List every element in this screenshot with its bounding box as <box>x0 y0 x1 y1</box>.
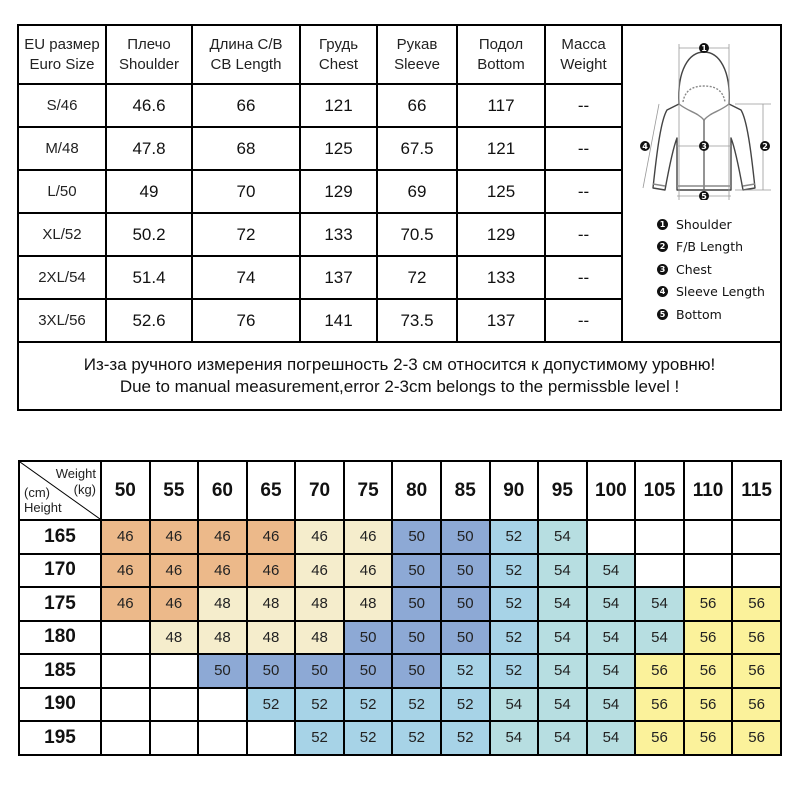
bottom-cell: 129 <box>457 213 545 256</box>
size-recommendation-cell: 54 <box>587 621 636 655</box>
size-recommendation-cell: 54 <box>635 621 684 655</box>
size-recommendation-cell: 48 <box>344 587 393 621</box>
size-recommendation-cell: 54 <box>538 621 587 655</box>
weight-header-cell: 110 <box>684 461 733 520</box>
hoodie-diagram <box>622 25 781 342</box>
size-recommendation-cell: 56 <box>635 721 684 755</box>
length-cell: 72 <box>192 213 300 256</box>
size-cell: M/48 <box>18 127 106 170</box>
size-recommendation-cell: 50 <box>441 621 490 655</box>
svg-text:1: 1 <box>701 44 707 53</box>
legend-fb-length: 2 F/B Length <box>657 236 765 259</box>
size-recommendation-cell: 54 <box>587 554 636 588</box>
size-recommendation-cell <box>101 721 150 755</box>
shoulder-cell: 49 <box>106 170 192 213</box>
note-row <box>18 342 781 410</box>
size-recommendation-cell: 52 <box>490 587 539 621</box>
height-label-cell: 165 <box>19 520 101 554</box>
size-recommendation-cell <box>732 520 781 554</box>
height-row <box>19 721 781 755</box>
size-cell: 3XL/56 <box>18 299 106 342</box>
bottom-cell: 133 <box>457 256 545 299</box>
size-recommendation-cell: 46 <box>295 554 344 588</box>
size-recommendation-cell: 46 <box>198 520 247 554</box>
number-5-icon: 5 <box>657 309 668 320</box>
size-recommendation-cell: 56 <box>684 688 733 722</box>
size-cell: XL/52 <box>18 213 106 256</box>
size-recommendation-cell: 46 <box>101 587 150 621</box>
diagram-legend <box>657 213 765 326</box>
size-recommendation-cell: 52 <box>344 721 393 755</box>
svg-text:2: 2 <box>762 142 768 151</box>
header-sleeve: Рукав Sleeve <box>377 25 457 84</box>
size-recommendation-cell: 50 <box>441 554 490 588</box>
size-recommendation-cell: 50 <box>392 621 441 655</box>
shoulder-cell: 46.6 <box>106 84 192 127</box>
sleeve-cell: 70.5 <box>377 213 457 256</box>
size-recommendation-cell <box>101 654 150 688</box>
size-cell: L/50 <box>18 170 106 213</box>
size-recommendation-cell: 46 <box>247 554 296 588</box>
size-recommendation-cell: 56 <box>684 721 733 755</box>
sleeve-cell: 67.5 <box>377 127 457 170</box>
weight-header-cell: 105 <box>635 461 684 520</box>
height-label-cell: 185 <box>19 654 101 688</box>
weight-cell: -- <box>545 299 622 342</box>
weight-header-cell: 50 <box>101 461 150 520</box>
weight-header-cell: 55 <box>150 461 199 520</box>
header-bottom: Подол Bottom <box>457 25 545 84</box>
size-recommendation-cell: 48 <box>247 621 296 655</box>
note-en: Due to manual measurement,error 2-3cm belongs to the permissble level ! <box>119 377 680 396</box>
size-recommendation-cell: 54 <box>587 587 636 621</box>
weight-cell: -- <box>545 213 622 256</box>
size-recommendation-cell: 50 <box>344 621 393 655</box>
legend-sleeve-length: 4 Sleeve Length <box>657 281 765 304</box>
size-recommendation-cell: 46 <box>344 554 393 588</box>
chest-cell: 129 <box>300 170 377 213</box>
shoulder-cell: 51.4 <box>106 256 192 299</box>
height-row <box>19 587 781 621</box>
height-row <box>19 554 781 588</box>
weight-header-cell: 100 <box>587 461 636 520</box>
size-recommendation-cell: 56 <box>732 654 781 688</box>
height-row <box>19 621 781 655</box>
size-recommendation-cell <box>150 721 199 755</box>
size-recommendation-cell: 52 <box>344 688 393 722</box>
weight-header-cell: 80 <box>392 461 441 520</box>
size-recommendation-cell <box>198 721 247 755</box>
length-cell: 66 <box>192 84 300 127</box>
chest-cell: 125 <box>300 127 377 170</box>
size-recommendation-cell: 52 <box>490 654 539 688</box>
size-recommendation-cell: 56 <box>732 621 781 655</box>
size-recommendation-cell: 50 <box>392 554 441 588</box>
size-recommendation-cell: 56 <box>732 688 781 722</box>
weight-cell: -- <box>545 170 622 213</box>
shoulder-cell: 52.6 <box>106 299 192 342</box>
size-recommendation-cell: 46 <box>150 587 199 621</box>
size-recommendation-cell: 48 <box>198 587 247 621</box>
size-chart-table <box>17 24 782 411</box>
sleeve-cell: 69 <box>377 170 457 213</box>
length-cell: 68 <box>192 127 300 170</box>
weight-header-cell: 90 <box>490 461 539 520</box>
size-recommendation-cell: 50 <box>392 520 441 554</box>
svg-text:5: 5 <box>701 192 707 200</box>
size-recommendation-cell: 56 <box>732 587 781 621</box>
length-cell: 74 <box>192 256 300 299</box>
size-recommendation-cell: 54 <box>538 721 587 755</box>
shoulder-cell: 47.8 <box>106 127 192 170</box>
weight-header-row <box>19 461 781 520</box>
size-recommendation-cell: 52 <box>295 721 344 755</box>
number-1-icon: 1 <box>657 219 668 230</box>
size-recommendation-cell: 54 <box>587 688 636 722</box>
size-recommendation-cell <box>732 554 781 588</box>
size-recommendation-cell: 52 <box>441 654 490 688</box>
size-recommendation-cell: 54 <box>587 721 636 755</box>
size-recommendation-cell <box>198 688 247 722</box>
size-recommendation-cell <box>684 554 733 588</box>
size-recommendation-cell <box>684 520 733 554</box>
size-recommendation-cell: 54 <box>587 654 636 688</box>
height-row <box>19 654 781 688</box>
chest-cell: 141 <box>300 299 377 342</box>
size-recommendation-cell: 48 <box>295 621 344 655</box>
size-recommendation-cell: 52 <box>441 721 490 755</box>
sleeve-cell: 73.5 <box>377 299 457 342</box>
weight-header-cell: 85 <box>441 461 490 520</box>
weight-cell: -- <box>545 84 622 127</box>
length-cell: 76 <box>192 299 300 342</box>
size-recommendation-cell <box>247 721 296 755</box>
header-weight: Масса Weight <box>545 25 622 84</box>
size-cell: S/46 <box>18 84 106 127</box>
number-2-icon: 2 <box>657 241 668 252</box>
size-recommendation-cell: 56 <box>684 587 733 621</box>
header-chest: Грудь Chest <box>300 25 377 84</box>
size-recommendation-cell: 48 <box>150 621 199 655</box>
size-recommendation-cell: 46 <box>198 554 247 588</box>
chest-cell: 121 <box>300 84 377 127</box>
size-recommendation-cell <box>101 688 150 722</box>
weight-header-cell: 60 <box>198 461 247 520</box>
weight-header-cell: 65 <box>247 461 296 520</box>
legend-shoulder: 1 Shoulder <box>657 213 765 236</box>
size-recommendation-cell: 54 <box>538 587 587 621</box>
size-recommendation-cell: 54 <box>490 721 539 755</box>
size-recommendation-cell: 54 <box>490 688 539 722</box>
header-shoulder: Плечо Shoulder <box>106 25 192 84</box>
number-3-icon: 3 <box>657 264 668 275</box>
size-recommendation-cell: 48 <box>198 621 247 655</box>
size-recommendation-cell <box>150 654 199 688</box>
weight-header-cell: 115 <box>732 461 781 520</box>
size-recommendation-cell: 56 <box>635 654 684 688</box>
weight-header-cell: 95 <box>538 461 587 520</box>
size-recommendation-cell: 46 <box>150 554 199 588</box>
weight-cell: -- <box>545 256 622 299</box>
size-recommendation-cell: 50 <box>392 654 441 688</box>
header-cb-length: Длина C/B CB Length <box>192 25 300 84</box>
size-recommendation-cell: 54 <box>538 554 587 588</box>
header-euro-size: EU размер Euro Size <box>18 25 106 84</box>
size-recommendation-cell: 56 <box>635 688 684 722</box>
size-recommendation-cell: 52 <box>490 520 539 554</box>
size-recommendation-cell: 50 <box>392 587 441 621</box>
weight-header-cell: 75 <box>344 461 393 520</box>
size-recommendation-cell: 50 <box>441 520 490 554</box>
height-label-cell: 190 <box>19 688 101 722</box>
weight-height-table <box>18 460 782 756</box>
size-recommendation-cell: 46 <box>101 520 150 554</box>
chest-cell: 133 <box>300 213 377 256</box>
sleeve-cell: 72 <box>377 256 457 299</box>
corner-header: Weight (kg) (cm) Height <box>19 461 101 520</box>
length-cell: 70 <box>192 170 300 213</box>
size-recommendation-cell: 50 <box>198 654 247 688</box>
sleeve-cell: 66 <box>377 84 457 127</box>
size-recommendation-cell: 52 <box>392 721 441 755</box>
size-recommendation-cell: 54 <box>538 520 587 554</box>
bottom-cell: 121 <box>457 127 545 170</box>
note-ru: Из-за ручного измерения погрешность 2-3 см относится к допустимому уровню! <box>83 355 716 374</box>
bottom-cell: 137 <box>457 299 545 342</box>
weight-header-cell: 70 <box>295 461 344 520</box>
size-recommendation-cell: 52 <box>490 621 539 655</box>
measurement-note <box>18 342 781 410</box>
size-recommendation-cell <box>150 688 199 722</box>
height-row <box>19 688 781 722</box>
size-recommendation-cell: 48 <box>295 587 344 621</box>
height-label-cell: 175 <box>19 587 101 621</box>
bottom-cell: 117 <box>457 84 545 127</box>
size-cell: 2XL/54 <box>18 256 106 299</box>
size-recommendation-cell <box>635 520 684 554</box>
height-label-cell: 170 <box>19 554 101 588</box>
weight-cell: -- <box>545 127 622 170</box>
height-label-cell: 180 <box>19 621 101 655</box>
size-recommendation-cell: 50 <box>441 587 490 621</box>
bottom-cell: 125 <box>457 170 545 213</box>
size-recommendation-cell: 56 <box>732 721 781 755</box>
size-recommendation-cell: 52 <box>392 688 441 722</box>
legend-bottom: 5 Bottom <box>657 303 765 326</box>
size-recommendation-cell: 52 <box>490 554 539 588</box>
size-recommendation-cell: 52 <box>295 688 344 722</box>
size-recommendation-cell: 56 <box>684 654 733 688</box>
size-recommendation-cell: 46 <box>150 520 199 554</box>
size-recommendation-cell: 52 <box>441 688 490 722</box>
shoulder-cell: 50.2 <box>106 213 192 256</box>
size-recommendation-cell: 54 <box>538 654 587 688</box>
svg-text:3: 3 <box>701 142 707 151</box>
size-recommendation-cell <box>587 520 636 554</box>
size-recommendation-cell: 48 <box>247 587 296 621</box>
size-recommendation-cell: 46 <box>247 520 296 554</box>
size-recommendation-cell: 46 <box>295 520 344 554</box>
size-recommendation-cell <box>635 554 684 588</box>
size-recommendation-cell: 50 <box>295 654 344 688</box>
size-chart-header-row <box>18 25 781 84</box>
legend-chest: 3 Chest <box>657 258 765 281</box>
size-recommendation-cell: 50 <box>344 654 393 688</box>
size-recommendation-cell <box>101 621 150 655</box>
hoodie-measurement-icon <box>631 40 776 200</box>
size-recommendation-cell: 52 <box>247 688 296 722</box>
size-recommendation-cell: 54 <box>538 688 587 722</box>
size-recommendation-cell: 46 <box>344 520 393 554</box>
height-label-cell: 195 <box>19 721 101 755</box>
size-recommendation-cell: 54 <box>635 587 684 621</box>
number-4-icon: 4 <box>657 286 668 297</box>
chest-cell: 137 <box>300 256 377 299</box>
size-recommendation-cell: 50 <box>247 654 296 688</box>
svg-text:4: 4 <box>642 142 648 151</box>
size-recommendation-cell: 46 <box>101 554 150 588</box>
height-row <box>19 520 781 554</box>
size-recommendation-cell: 56 <box>684 621 733 655</box>
